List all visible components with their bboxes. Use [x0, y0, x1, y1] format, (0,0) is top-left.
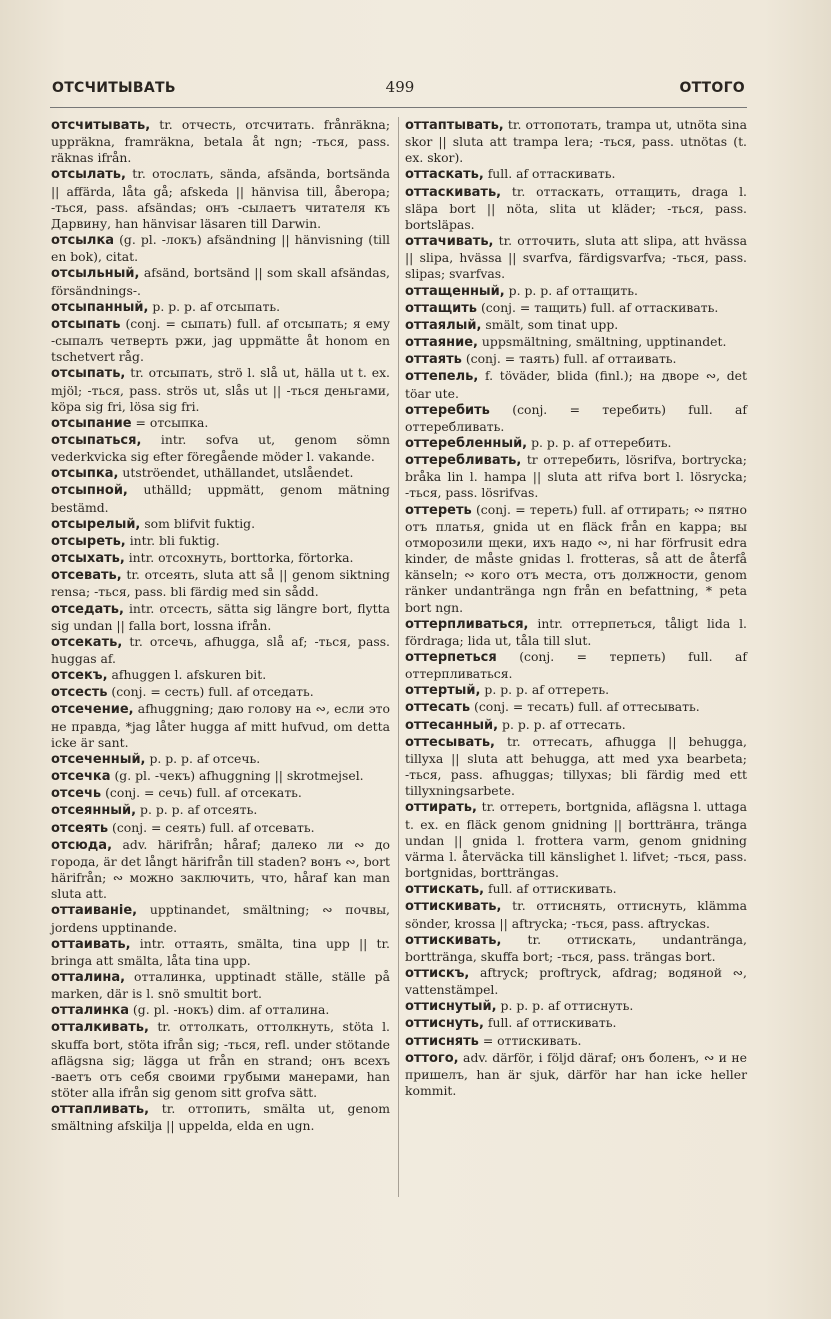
entry-headword: отсечка [51, 769, 111, 785]
dictionary-entry [51, 533, 390, 550]
entry-definition: intr. оттерпеться, tåligt lida l. fördraga; lida ut, tåla till slut. [405, 615, 747, 648]
entry-headword: оттиснуть, [405, 1016, 484, 1032]
entry-definition: (conj. = тащить) full. af оттаскивать. [477, 299, 719, 315]
entry-headword: оттертый, [405, 683, 481, 699]
entry-definition: uthälld; uppmätt, genom mätning bestämd. [51, 482, 390, 515]
entry-headword: отсыпка, [51, 466, 119, 482]
header-rule [50, 107, 747, 108]
entry-definition: (g. pl. -чекъ) afhuggning || skrotmejsel. [110, 768, 364, 784]
entry-definition: tr. оттискать, undantränga, bortträngа, skuffa bort; -ться, pass. trängas bort. [405, 931, 747, 964]
dictionary-entry [51, 117, 390, 166]
entry-definition: tr. оттопить, smälta ut, genom smältning afskilja || uppelda, elda en ugn. [51, 1101, 390, 1134]
dictionary-entry [405, 799, 747, 881]
dictionary-entry [405, 166, 747, 183]
entry-headword: отсылать, [51, 167, 126, 183]
dictionary-entry [51, 802, 390, 819]
entry-definition: (conj. = сечь) full. af отсекать. [101, 785, 302, 801]
entry-definition: utströendet, uthällandet, utslåendet. [118, 465, 354, 481]
dictionary-entry [405, 717, 747, 734]
dictionary-entry [405, 283, 747, 300]
entry-headword: отсыхать, [51, 551, 125, 567]
entry-headword: оттиснутый, [405, 999, 497, 1015]
entry-headword: отсюда, [51, 837, 113, 853]
dictionary-entry [51, 902, 390, 935]
dictionary-entry [51, 516, 390, 533]
entry-headword: отседать, [51, 601, 124, 617]
entry-headword: отсекать, [51, 634, 123, 650]
dictionary-entry [51, 601, 390, 634]
entry-headword: отталинка [51, 1003, 129, 1019]
entry-definition: tr. отсечь, afhugga, slå af; -ться, pass. huggas af. [51, 633, 390, 666]
entry-definition: smält, som tinat upp. [481, 316, 619, 332]
entry-headword: отсеять [51, 820, 109, 836]
dictionary-entry [51, 567, 390, 600]
entry-definition: tr. оттесать, afhugga || behugga, tillyxa || sluta att behugga, att med yxa bearbeta; -ться, pass. afhuggas; tillyxas; bli färdig med ett tillyxningsarbete. [405, 733, 747, 799]
entry-headword: оттискивать, [405, 932, 502, 948]
entry-headword: отсекъ, [51, 668, 108, 684]
entry-definition: (conj. = терпеть) full. af оттерпливаться. [405, 649, 747, 682]
entry-headword: оттаптывать, [405, 118, 504, 133]
dictionary-entry [405, 734, 747, 800]
dictionary-entry [405, 965, 747, 998]
entry-headword: отсыреть, [51, 533, 126, 549]
dictionary-entry [405, 317, 747, 334]
entry-headword: оттискать, [405, 882, 485, 898]
dictionary-entry [405, 368, 747, 401]
entry-headword: оттесанный, [405, 717, 499, 733]
entry-definition: (conj. = сеять) full. af отсевать. [108, 819, 315, 835]
entry-definition: intr. отсохнуть, borttorka, förtorka. [124, 550, 354, 566]
dictionary-entry [405, 502, 747, 616]
entry-headword: оттереть [405, 502, 472, 518]
entry-definition: p. p. p. af отсечь. [145, 750, 261, 766]
entry-definition: (conj. = теребить) full. af оттеребливать. [405, 401, 747, 434]
entry-headword: оттаиваніе, [51, 903, 138, 919]
entry-definition: adv. därför, i följd däraf; онъ боленъ, ∾ и не пришелъ, han är sjuk, därför har han icke heller kommit. [405, 1049, 747, 1099]
dictionary-entry [405, 117, 747, 166]
entry-headword: отсечение, [51, 702, 134, 718]
dictionary-entry [405, 184, 747, 233]
dictionary-entry [51, 265, 390, 298]
dictionary-entry [51, 837, 390, 903]
dictionary-entry [51, 432, 390, 465]
dictionary-entry [51, 751, 390, 768]
entry-headword: отсыпной, [51, 483, 128, 499]
entry-headword: оттирать, [405, 800, 477, 816]
dictionary-entry [405, 898, 747, 931]
entry-definition: = оттискивать. [478, 1032, 582, 1048]
entry-headword: отсечь [51, 786, 102, 802]
entry-headword: отсыпание [51, 415, 132, 431]
dictionary-entry [51, 936, 390, 969]
dictionary-entry [405, 300, 747, 317]
dictionary-entry [405, 998, 747, 1015]
dictionary-entry [51, 1002, 390, 1019]
entry-definition: p. p. p. af оттащить. [504, 282, 638, 298]
page-number: 499 [385, 78, 415, 96]
entry-headword: оттаять [405, 352, 462, 368]
entry-definition: p. p. p. af оттеребить. [527, 434, 672, 450]
dictionary-entry [405, 334, 747, 351]
entry-definition: (conj. = тереть) full. af оттирать; ∾ пятно отъ платья, gnida ut en fläck från en kappa; вы отморозили щеки, ихъ надо ∾, ni har förfrusit edra kinder, de måste gnidas l. frotteras, så att de återfå känseln; ∾ кого отъ места, отъ должности, genom ränker undantränga ngn från en befattning, * peta bort ngn. [405, 501, 747, 615]
dictionary-entry [51, 1019, 390, 1101]
entry-definition: (g. pl. -нокъ) dim. af отталина. [128, 1002, 330, 1018]
entry-definition: aftryck; proftryck, afdrag; водяной ∾, vattenstämpel. [405, 964, 747, 998]
right-column [405, 117, 747, 1099]
entry-headword: отсевать, [51, 568, 122, 584]
running-head-right: ОТТОГО [679, 80, 745, 96]
entry-headword: отсесть [51, 685, 108, 701]
dictionary-entry [51, 299, 390, 316]
entry-headword: оттискъ, [405, 965, 470, 981]
dictionary-entry [51, 365, 390, 414]
entry-definition: afhuggning; даю голову на ∾, если это не правда, *jag låter hugga af mitt hufvud, om detta icke är sant. [51, 701, 390, 750]
dictionary-entry [51, 232, 390, 265]
dictionary-entry [405, 616, 747, 649]
entry-headword: оттепель, [405, 369, 479, 385]
entry-headword: оттеребить [405, 402, 490, 418]
entry-headword: отсыпать, [51, 366, 126, 382]
entry-definition: full. af оттискивать. [484, 881, 617, 897]
entry-headword: оттеребливать, [405, 453, 522, 469]
column-divider [398, 117, 399, 1197]
entry-headword: отсырелый, [51, 516, 141, 532]
entry-definition: p. p. p. af отсеять. [136, 802, 258, 818]
entry-headword: оттащить [405, 300, 478, 316]
entry-definition: p. p. p. af отсыпать. [148, 298, 281, 314]
entry-headword: оттеребленный, [405, 435, 528, 451]
entry-headword: отсеченный, [51, 751, 146, 767]
entry-headword: оттапливать, [51, 1102, 150, 1118]
entry-definition: p. p. p. af оттереть. [480, 682, 610, 698]
entry-definition: tr. оттиснять, оттиснуть, klämma sönder, krossa || aftrycka; -ться, pass. aftryckas. [405, 898, 747, 931]
dictionary-entry [405, 351, 747, 368]
dictionary-entry [51, 634, 390, 667]
dictionary-entry [51, 768, 390, 785]
entry-headword: оттаяние, [405, 335, 478, 351]
entry-headword: отталкивать, [51, 1020, 149, 1036]
entry-definition: intr. оттаять, smälta, tina upp || tr. bringa att smälta, låta tina upp. [51, 935, 390, 968]
entry-headword: оттесывать, [405, 734, 495, 750]
entry-headword: оттискивать, [405, 899, 502, 915]
entry-headword: отсыпанный, [51, 299, 149, 315]
entry-definition: отталинка, upptinadt ställe, ställe på marken, där is l. snö smultit bort. [51, 968, 390, 1002]
entry-definition: tr. отсеять, sluta att så || genom siktning rensa; -ться, pass. bli färdig med sin sådd. [51, 567, 390, 600]
dictionary-entry [405, 682, 747, 699]
entry-definition: tr. оттереть, bortgnida, aflägsna l. uttaga t. ex. en fläck genom gnidning || bortträнга, tränga undan || gnida l. frottera varm, genom gnidning värma l. återväcka till känslighet l. lifvet; -ться, pass. bortgnidas, bortträngas. [405, 799, 747, 881]
entry-definition: tr. отсыпать, strö l. slå ut, hälla ut t. ex. mjöl; -ться, pass. strös ut, slås ut || -ться деньгами, köpa sig fri, lösa sig fri. [51, 365, 390, 414]
dictionary-entry [405, 233, 747, 282]
entry-headword: отсылка [51, 233, 115, 249]
entry-headword: оттерпеться [405, 650, 497, 665]
dictionary-entry [405, 699, 747, 716]
entry-definition: tr. отослать, sända, afsända, bortsända || affärda, låta gå; afskeda || hänvisa till, åberopa; -ться, pass. afsändas; онъ -сылаетъ читателя къ Дарвину, han hänvisar läsaren till Darwin. [51, 166, 390, 231]
dictionary-entry [51, 482, 390, 515]
entry-definition: tr. отчесть, отсчитать. frånräkna; uppräkna, framräkna, betala åt ngn; -ться, pass. räknas ifrån. [51, 117, 390, 166]
entry-headword: отсыпаться, [51, 432, 142, 448]
dictionary-entry [51, 1101, 390, 1134]
entry-definition: adv. härifrån; håraf; далеко ли ∾ до города, är det långt härifrån till staden? вонъ ∾, bort härifrån; ∾ можно заключить, что, håraf kan man sluta att. [51, 836, 390, 902]
entry-definition: afsänd, bortsänd || som skall afsändas, försändnings-. [51, 265, 390, 298]
entry-headword: отсыпать [51, 316, 121, 332]
dictionary-entry [405, 1033, 747, 1050]
dictionary-entry [51, 550, 390, 567]
entry-definition: intr. отсесть, sätta sig längre bort, flytta sig undan || falla bort, lossna ifrån. [51, 600, 390, 633]
entry-definition: f. töväder, blida (finl.); на дворе ∾, det töar ute. [405, 368, 747, 401]
dictionary-entry [405, 1015, 747, 1032]
entry-definition: (conj. = сыпать) full. af отсыпать; я ему -сыпалъ четверть ржи, jag uppmätte åt honom en tschetvert råg. [51, 315, 390, 365]
entry-definition: afhuggen l. afskuren bit. [107, 667, 267, 683]
entry-definition: intr. bli fuktig. [125, 532, 220, 548]
entry-definition: tr. оттаскать, оттащить, draga l. släpa bort || nöta, slita ut kläder; -ться, pass. bortsläpas. [405, 183, 747, 232]
entry-headword: оттаивать, [51, 936, 131, 952]
entry-definition: som blifvit fuktig. [140, 515, 256, 531]
entry-headword: оттого, [405, 1050, 459, 1066]
dictionary-entry [51, 465, 390, 482]
entry-headword: оттащенный, [405, 283, 505, 299]
entry-definition: (conj. = тесать) full. af оттесывать. [470, 699, 700, 715]
dictionary-entry [51, 316, 390, 365]
entry-headword: оттерпливаться, [405, 616, 529, 632]
entry-definition: (conj. = таять) full. af оттаивать. [461, 351, 677, 367]
entry-headword: отсчитывать, [51, 118, 151, 133]
dictionary-entry [405, 649, 747, 682]
entry-definition: tr оттеребить, lösrifva, bortrycka; bråka lin l. hampa || sluta att rifva bort l. lösrycka; -ться, pass. lösrifvas. [405, 452, 747, 501]
entry-definition: uppsmältning, smältning, upptinandet. [477, 334, 727, 350]
running-head-left: ОТСЧИТЫВАТЬ [52, 80, 176, 96]
entry-definition: = отсыпка. [131, 414, 209, 430]
entry-headword: отсыльный, [51, 266, 140, 282]
entry-headword: отталина, [51, 969, 126, 985]
left-column [51, 117, 390, 1135]
dictionary-entry [51, 969, 390, 1002]
entry-definition: upptinandet, smältning; ∾ почвы, jordens upptinande. [51, 902, 390, 935]
entry-definition: full. af оттаскивать. [483, 166, 616, 182]
entry-headword: оттесать [405, 700, 471, 716]
entry-headword: оттаскивать, [405, 184, 502, 200]
dictionary-entry [405, 435, 747, 452]
entry-definition: tr. отточить, sluta att slipa, att hvässa || slipa, hvässa || svarfva, färdigsvarfva; -ться, pass. slipas; svarfvas. [405, 233, 747, 282]
dictionary-entry [51, 684, 390, 701]
dictionary-entry [405, 932, 747, 965]
dictionary-entry [405, 1050, 747, 1099]
dictionary-entry [51, 667, 390, 684]
entry-definition: p. p. p. af оттиснуть. [496, 998, 634, 1014]
entry-definition: intr. sofva ut, genom sömn vederkvicka sig efter föregående möder l. vakande. [51, 431, 390, 465]
entry-headword: оттаскать, [405, 167, 484, 183]
entry-headword: отсеянный, [51, 803, 137, 819]
dictionary-entry [405, 402, 747, 435]
entry-definition: (g. pl. -локъ) afsändning || hänvisning (till en bok), citat. [51, 232, 390, 265]
entry-headword: оттаялый, [405, 317, 482, 333]
dictionary-entry [51, 166, 390, 232]
dictionary-entry [405, 452, 747, 501]
entry-headword: оттиснять [405, 1033, 479, 1049]
dictionary-entry [51, 785, 390, 802]
dictionary-entry [51, 820, 390, 837]
dictionary-entry [51, 701, 390, 750]
dictionary-entry [51, 415, 390, 432]
entry-headword: оттачивать, [405, 234, 494, 250]
entry-definition: tr. оттопотать, trampa ut, utnöta sina skor || sluta att trampa lera; -ться, pass. utnötas (t. ex. skor). [405, 117, 747, 166]
entry-definition: (conj. = сесть) full. af отседать. [107, 684, 314, 700]
dictionary-entry [405, 881, 747, 898]
entry-definition: tr. оттолкать, оттолкнуть, stöta l. skuffa bort, stöta ifrån sig; -ться, refl. under stötande aflägsna sig; lägga ut från en strand; онъ всехъ -ваетъ отъ себя своими грубыми манерами, han stöter alla ifrån sig genom sitt grofva sätt. [51, 1019, 390, 1101]
entry-definition: p. p. p. af оттесать. [498, 716, 626, 732]
entry-definition: full. af оттискивать. [483, 1015, 617, 1031]
